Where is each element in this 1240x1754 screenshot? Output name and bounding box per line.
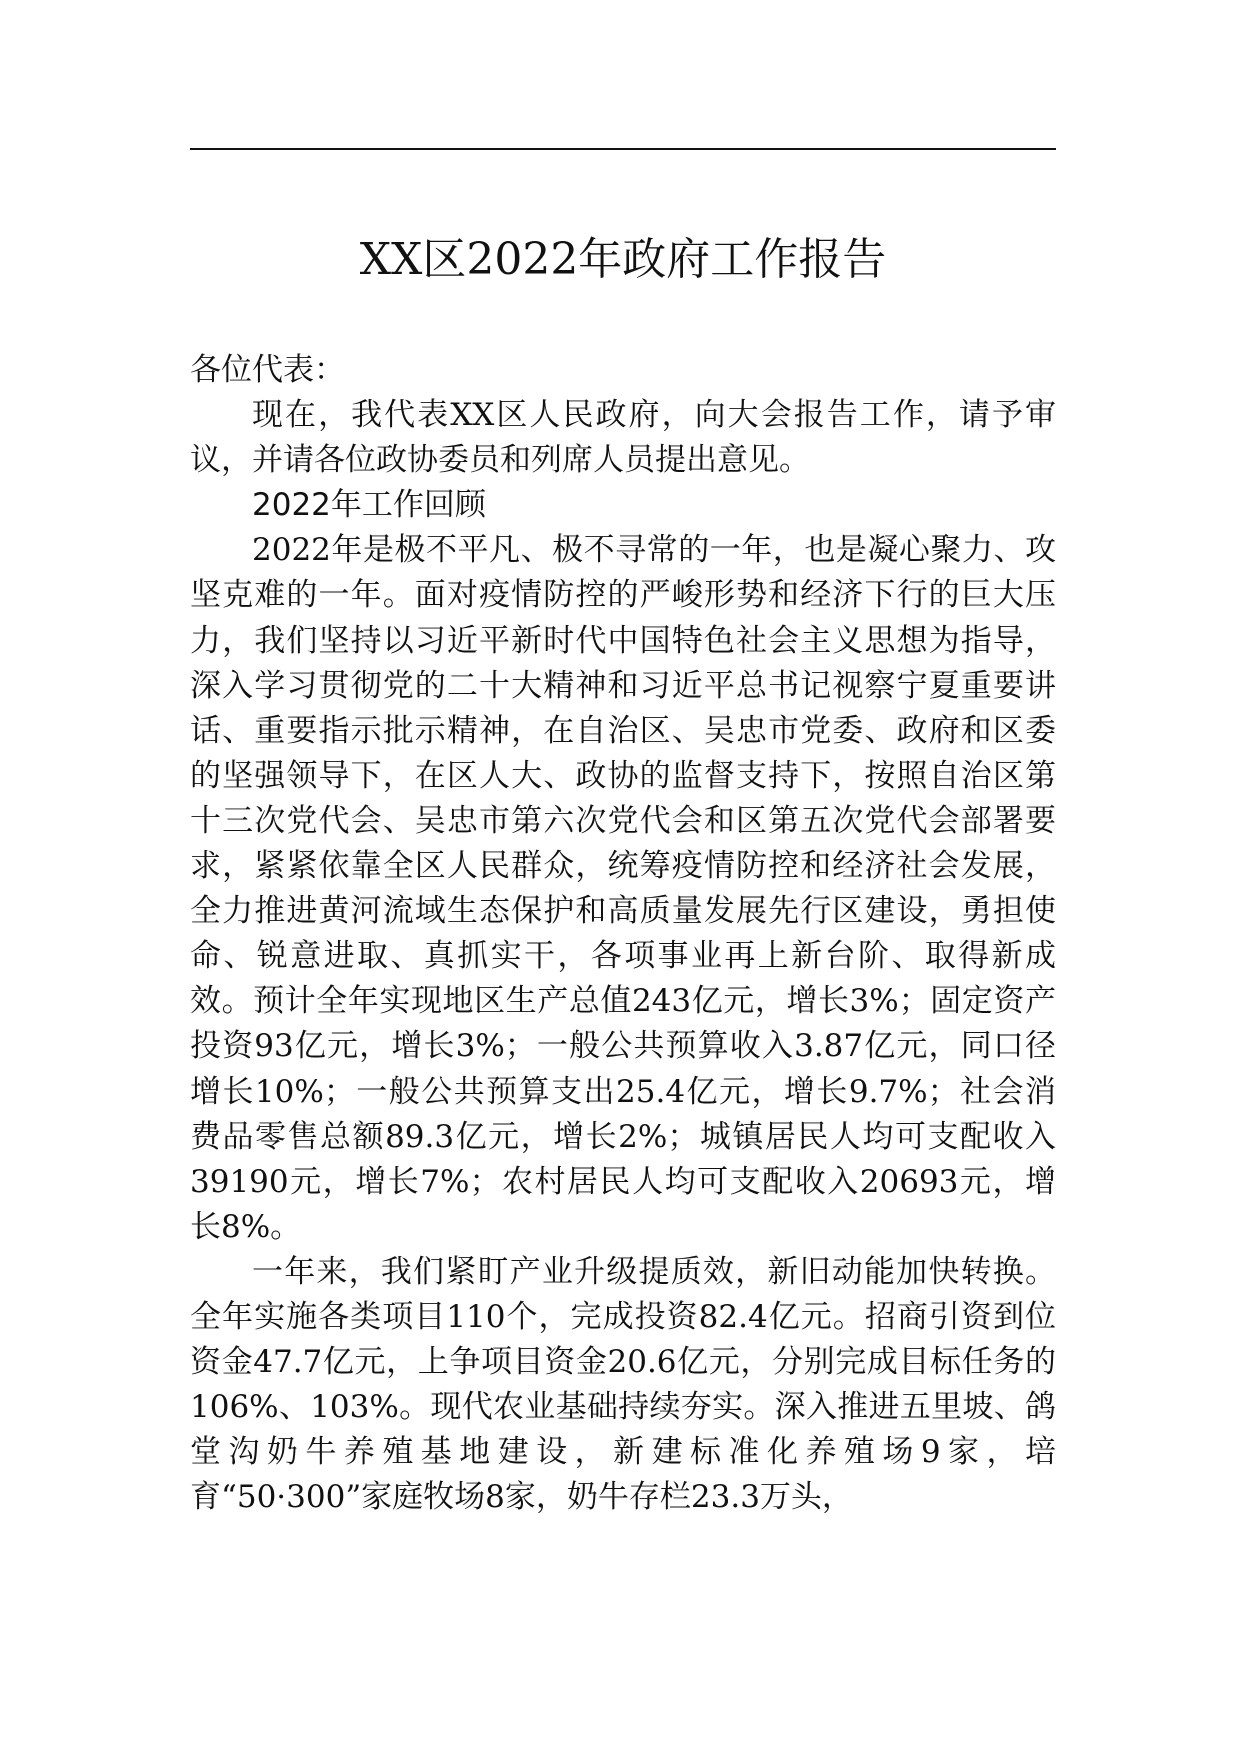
document-body [190, 348, 1056, 1520]
header-rule [190, 148, 1056, 150]
document-title: XX区2022年政府工作报告 [359, 234, 887, 285]
salutation: 各位代表： [190, 352, 345, 388]
paragraph-review: 2022年是极不平凡、极不寻常的一年，也是凝心聚力、攻坚克难的一年。面对疫情防控的严峻形势和经济下行的巨大压力，我们坚持以习近平新时代中国特色社会主义思想为指导，深入学习贯彻党的二十大精神和习近平总书记视察宁夏重要讲话、重要指示批示精神，在自治区、吴忠市党委、政府和区委的坚强领导下，在区人大、政协的监督支持下，按照自治区第十三次党代会、吴忠市第六次党代会和区第五次党代会部署要求，紧紧依靠全区人民群众，统筹疫情防控和经济社会发展，全力推进黄河流域生态保护和高质量发展先行区建设，勇担使命、锐意进取、真抓实干，各项事业再上新台阶、取得新成效。预计全年实现地区生产总值243亿元，增长3%；固定资产投资93亿元，增长3%；一般公共预算收入3.87亿元，同口径增长10%；一般公共预算支出25.4亿元，增长9.7%；社会消费品零售总额89.3亿元，增长2%；城镇居民人均可支配收入39190元，增长7%；农村居民人均可支配收入20693元，增长8%。 [190, 532, 1056, 1245]
paragraph-intro: 现在，我代表XX区人民政府，向大会报告工作，请予审议，并请各位政协委员和列席人员提出意见。 [190, 397, 1056, 479]
paragraph-industry: 一年来，我们紧盯产业升级提质效，新旧动能加快转换。全年实施各类项目110个，完成投资82.4亿元。招商引资到位资金47.7亿元，上争项目资金20.6亿元，分别完成目标任务的106%、103%。现代农业基础持续夯实。深入推进五里坡、鸽堂沟奶牛养殖基地建设，新建标准化养殖场9家，培育“50·300”家庭牧场8家，奶牛存栏23.3万头， [190, 1253, 1056, 1516]
section-heading: 2022年工作回顾 [252, 487, 486, 524]
